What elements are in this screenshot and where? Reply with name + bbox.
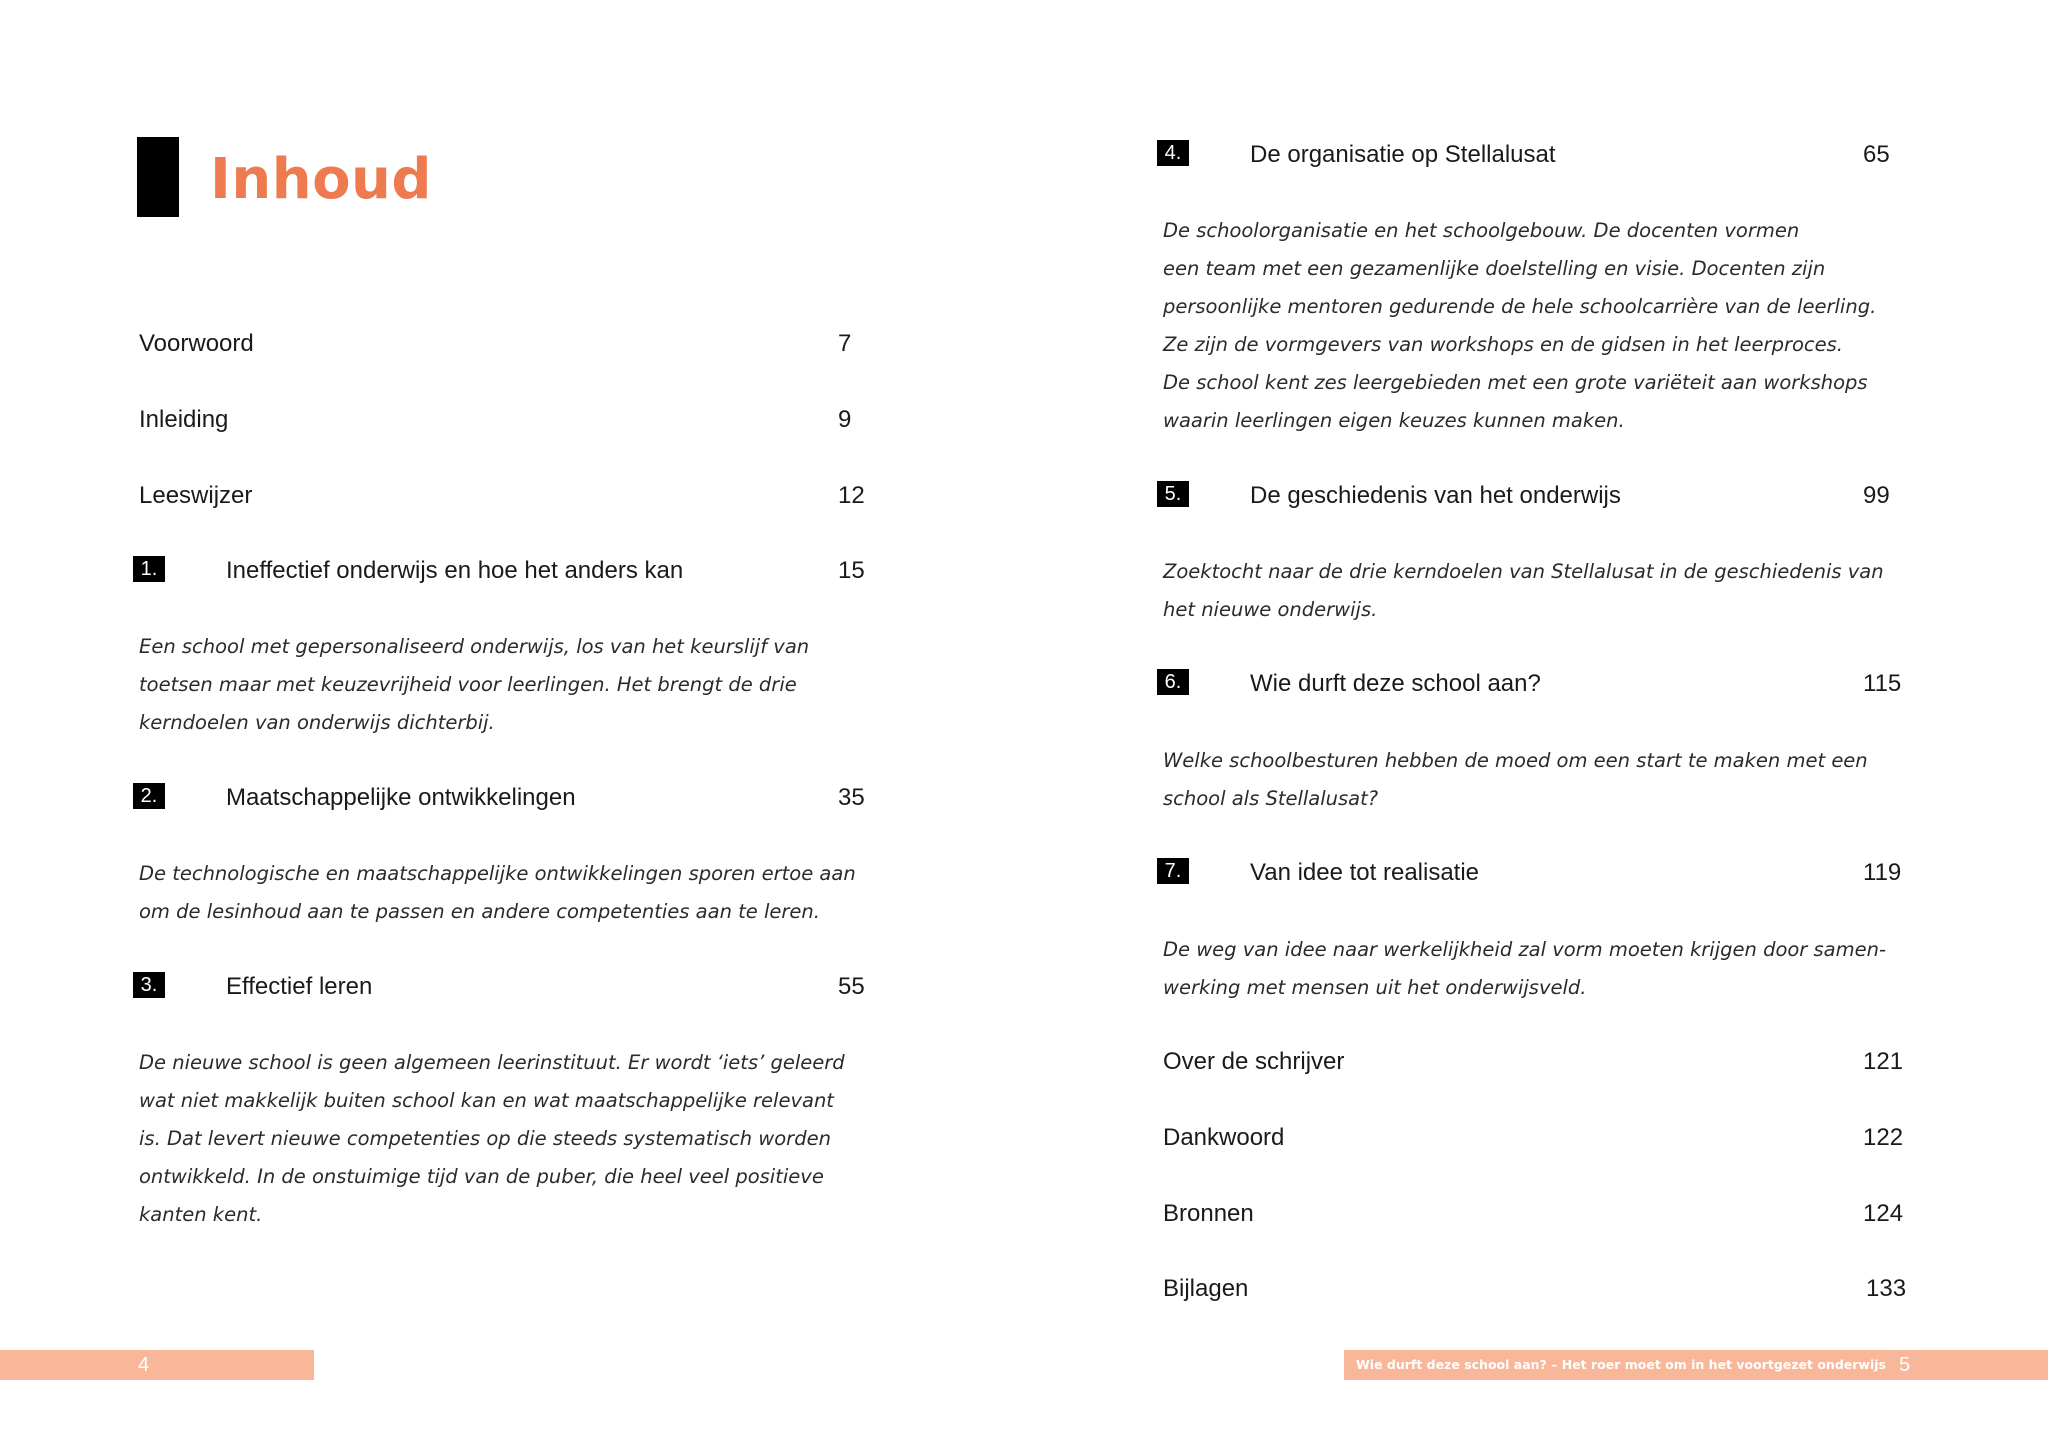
footer-bar-left — [0, 1350, 314, 1380]
description-line: is. Dat levert nieuwe competenties op die steeds systematisch worden — [139, 1127, 831, 1150]
chapter-page: 115 — [1863, 670, 1902, 697]
toc-entry-page: 121 — [1863, 1048, 1904, 1075]
toc-entry-label: Bronnen — [1163, 1200, 1254, 1227]
description-line: Zoektocht naar de drie kerndoelen van Stellalusat in de geschiedenis van — [1163, 560, 1884, 583]
toc-entry-leeswijzer[interactable] — [139, 479, 869, 513]
description-line: een team met een gezamenlijke doelstelling en visie. Docenten zijn — [1163, 257, 1826, 280]
page-title: Inhoud — [210, 147, 432, 212]
toc-entry-dankwoord[interactable] — [1163, 1121, 1903, 1155]
chapter-1-description — [139, 628, 809, 742]
description-line: De school kent zes leergebieden met een grote variëteit aan workshops — [1163, 371, 1868, 394]
chapter-number-badge: 7. — [1157, 858, 1189, 884]
chapter-title: Van idee tot realisatie — [1250, 859, 1480, 886]
toc-entry-page: 12 — [838, 482, 865, 509]
chapter-title: Wie durft deze school aan? — [1250, 670, 1541, 697]
description-line: werking met mensen uit het onderwijsveld. — [1163, 976, 1587, 999]
right-page-number: 5 — [1899, 1354, 1911, 1376]
toc-entry-page: 133 — [1866, 1275, 1907, 1302]
description-line: ontwikkeld. In de onstuimige tijd van de puber, die heel veel positieve — [139, 1165, 824, 1188]
description-line: kanten kent. — [139, 1203, 263, 1226]
chapter-title: Maatschappelijke ontwikkelingen — [226, 784, 576, 811]
chapter-5-description — [1163, 553, 1884, 629]
chapter-title: De organisatie op Stellalusat — [1250, 141, 1556, 168]
description-line: waarin leerlingen eigen keuzes kunnen maken. — [1163, 409, 1625, 432]
chapter-4-description — [1163, 212, 1876, 440]
chapter-page: 119 — [1863, 859, 1902, 886]
description-line: Ze zijn de vormgevers van workshops en de gidsen in het leerproces. — [1163, 333, 1843, 356]
description-line: De technologische en maatschappelijke ontwikkelingen sporen ertoe aan — [139, 862, 856, 885]
description-line: school als Stellalusat? — [1163, 787, 1379, 810]
toc-entry-page: 122 — [1863, 1124, 1904, 1151]
toc-chapter-3[interactable] — [139, 970, 869, 1004]
toc-entry-label: Over de schrijver — [1163, 1048, 1345, 1075]
description-line: om de lesinhoud aan te passen en andere competenties aan te leren. — [139, 900, 820, 923]
toc-entry-over-de-schrijver[interactable] — [1163, 1045, 1903, 1079]
chapter-number-badge: 2. — [133, 783, 165, 809]
left-page-number: 4 — [138, 1354, 150, 1376]
toc-entry-label: Voorwoord — [139, 330, 254, 357]
toc-entry-voorwoord[interactable] — [139, 327, 869, 361]
toc-entry-page: 9 — [838, 406, 852, 433]
description-line: De schoolorganisatie en het schoolgebouw. De docenten vormen — [1163, 219, 1800, 242]
description-line: persoonlijke mentoren gedurende de hele schoolcarrière van de leerling. — [1163, 295, 1877, 318]
toc-entry-label: Bijlagen — [1163, 1275, 1249, 1302]
description-line: Een school met gepersonaliseerd onderwijs, los van het keurslijf van — [139, 635, 810, 658]
chapter-2-description — [139, 855, 856, 931]
chapter-page: 15 — [838, 557, 865, 584]
chapter-7-description — [1163, 931, 1886, 1007]
toc-chapter-4[interactable] — [1163, 138, 1903, 172]
toc-entry-page: 124 — [1863, 1200, 1904, 1227]
chapter-number-badge: 5. — [1157, 481, 1189, 507]
description-line: toetsen maar met keuzevrijheid voor leerlingen. Het brengt de drie — [139, 673, 797, 696]
description-line: De weg van idee naar werkelijkheid zal vorm moeten krijgen door samen- — [1163, 938, 1887, 961]
chapter-6-description — [1163, 742, 1868, 818]
description-line: kerndoelen van onderwijs dichterbij. — [139, 711, 495, 734]
toc-entry-label: Inleiding — [139, 406, 229, 433]
toc-entry-label: Dankwoord — [1163, 1124, 1285, 1151]
chapter-page: 99 — [1863, 482, 1890, 509]
toc-chapter-5[interactable] — [1163, 479, 1903, 513]
toc-entry-bronnen[interactable] — [1163, 1197, 1903, 1231]
toc-entry-bijlagen[interactable] — [1163, 1272, 1907, 1306]
chapter-number-badge: 3. — [133, 972, 165, 998]
chapter-title: De geschiedenis van het onderwijs — [1250, 482, 1621, 509]
chapter-title: Ineffectief onderwijs en hoe het anders kan — [226, 557, 684, 584]
toc-chapter-2[interactable] — [139, 781, 869, 815]
description-line: het nieuwe onderwijs. — [1163, 598, 1378, 621]
toc-entry-page: 7 — [838, 330, 852, 357]
chapter-page: 55 — [838, 973, 865, 1000]
chapter-page: 65 — [1863, 141, 1890, 168]
toc-entry-label: Leeswijzer — [139, 482, 253, 509]
description-line: Welke schoolbesturen hebben de moed om een start te maken met een — [1163, 749, 1868, 772]
toc-chapter-6[interactable] — [1163, 667, 1903, 701]
toc-entry-inleiding[interactable] — [139, 403, 869, 437]
chapter-number-badge: 1. — [133, 556, 165, 582]
chapter-number-badge: 6. — [1157, 669, 1189, 695]
description-line: wat niet makkelijk buiten school kan en wat maatschappelijke relevant — [139, 1089, 834, 1112]
toc-chapter-7[interactable] — [1163, 856, 1903, 890]
title-marker-block — [137, 137, 179, 217]
description-line: De nieuwe school is geen algemeen leerinstituut. Er wordt ‘iets’ geleerd — [139, 1051, 845, 1074]
chapter-number-badge: 4. — [1157, 140, 1189, 166]
chapter-page: 35 — [838, 784, 865, 811]
chapter-3-description — [139, 1044, 845, 1234]
toc-chapter-1[interactable] — [139, 554, 869, 588]
running-title: Wie durft deze school aan? – Het roer moet om in het voortgezet onderwijs — [1356, 1357, 1886, 1372]
chapter-title: Effectief leren — [226, 973, 373, 1000]
